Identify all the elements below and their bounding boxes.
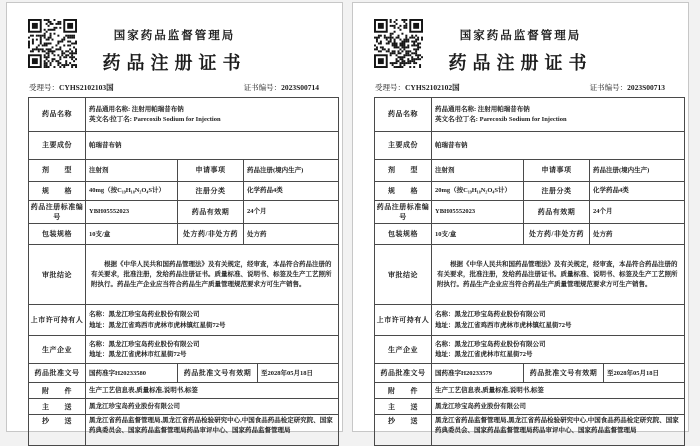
certificate-table xyxy=(28,97,339,446)
main-send-label: 主 送 xyxy=(29,399,86,415)
certificate-number xyxy=(590,82,665,93)
approval-no-value: 国药准字H20233579 xyxy=(432,364,524,383)
certificate-header xyxy=(353,3,688,73)
std-no-label: 药品注册标准编号 xyxy=(29,201,86,224)
certificate-table xyxy=(374,97,685,446)
acceptance-number xyxy=(375,82,460,93)
pack-label: 包装规格 xyxy=(29,224,86,245)
holder-label: 上市许可持有人 xyxy=(29,305,86,336)
drug-generic-name: 药品通用名称: 注射用帕瑞昔布钠 xyxy=(89,105,184,113)
main-send-label: 主 送 xyxy=(375,399,432,415)
attachment-value: 生产工艺信息表,质量标准,说明书,标签 xyxy=(86,383,339,399)
dosage-value: 注射剂 xyxy=(432,160,524,182)
approval-validity-value: 至2028年05月18日 xyxy=(258,364,339,383)
certificate-title: 药品注册证书 xyxy=(448,53,593,73)
regclass-label: 注册分类 xyxy=(178,182,244,201)
attachment-label: 附 件 xyxy=(375,383,432,399)
approval-no-label: 药品批准文号 xyxy=(29,364,86,383)
conclusion-label: 审批结论 xyxy=(29,245,86,305)
approval-no-label: 药品批准文号 xyxy=(375,364,432,383)
holder-address: 地址：黑龙江省鸡西市虎林市虎林镇红星街72号 xyxy=(435,321,572,329)
certno-label: 证书编号： xyxy=(589,83,628,92)
ingredient-value: 帕瑞昔布钠 xyxy=(432,132,685,160)
certno-label: 证书编号： xyxy=(243,83,282,92)
acceptance-value: CYHS2102103国 xyxy=(59,83,114,92)
holder-name: 名称：黑龙江珍宝岛药业股份有限公司 xyxy=(435,311,546,319)
pack-value: 10支/盒 xyxy=(432,224,524,245)
regclass-value: 化学药品4类 xyxy=(244,182,339,201)
dosage-label: 剂 型 xyxy=(29,160,86,182)
attachment-label: 附 件 xyxy=(29,383,86,399)
agency-title: 国家药品监督管理局 xyxy=(459,30,582,42)
acceptance-label: 受理号： xyxy=(29,83,59,92)
dosage-value: 注射剂 xyxy=(86,160,178,182)
ingredient-value: 帕瑞昔布钠 xyxy=(86,132,339,160)
acceptance-label: 受理号： xyxy=(375,83,405,92)
main-send-value: 黑龙江珍宝岛药业股份有限公司 xyxy=(432,399,685,415)
attachment-value: 生产工艺信息表,质量标准,说明书,标签 xyxy=(432,383,685,399)
certificate-header xyxy=(7,3,342,73)
cc-label: 抄 送 xyxy=(375,415,432,446)
pack-label: 包装规格 xyxy=(375,224,432,245)
ingredient-label: 主要成份 xyxy=(375,132,432,160)
rx-label: 处方药/非处方药 xyxy=(524,224,590,245)
validity-value: 24个月 xyxy=(590,201,685,224)
certno-value: 2023S00713 xyxy=(627,83,665,92)
acceptance-value: CYHS2102102国 xyxy=(405,83,460,92)
std-no-value: YBH05552023 xyxy=(432,201,524,224)
holder-name: 名称：黑龙江珍宝岛药业股份有限公司 xyxy=(89,311,200,319)
cc-label: 抄 送 xyxy=(29,415,86,446)
manufacturer-name: 名称：黑龙江珍宝岛药业股份有限公司 xyxy=(435,340,546,348)
spec-value: 20mg（按C₁₉H₁₈N₂O₄S计） xyxy=(432,182,524,201)
validity-value: 24个月 xyxy=(244,201,339,224)
validity-label: 药品有效期 xyxy=(524,201,590,224)
certno-value: 2023S00714 xyxy=(281,83,319,92)
certificate-page-left xyxy=(6,2,343,432)
application-value: 药品注册(境内生产) xyxy=(244,160,339,182)
approval-validity-value: 至2028年05月18日 xyxy=(604,364,685,383)
certificate-title: 药品注册证书 xyxy=(102,53,247,73)
holder-address: 地址：黑龙江省鸡西市虎林市虎林镇红星街72号 xyxy=(89,321,226,329)
certificate-page-right xyxy=(352,2,689,432)
ingredient-label: 主要成份 xyxy=(29,132,86,160)
conclusion-text: 根据《中华人民共和国药品管理法》及有关规定，经审查，本品符合药品注册的有关要求，批准注册，发给药品注册证书。质量标准、说明书、标签及生产工艺照所附执行。药品生产企业应当符合药品生产质量管理规范要求方可生产销售。 xyxy=(86,245,339,305)
rx-value: 处方药 xyxy=(590,224,685,245)
spec-label: 规 格 xyxy=(375,182,432,201)
regclass-value: 化学药品4类 xyxy=(590,182,685,201)
validity-label: 药品有效期 xyxy=(178,201,244,224)
pack-value: 10支/盒 xyxy=(86,224,178,245)
manufacturer-name: 名称：黑龙江珍宝岛药业股份有限公司 xyxy=(89,340,200,348)
rx-value: 处方药 xyxy=(244,224,339,245)
approval-validity-label: 药品批准文号有效期 xyxy=(524,364,604,383)
application-value: 药品注册(境内生产) xyxy=(590,160,685,182)
certificate-number xyxy=(244,82,319,93)
drug-name-label: 药品名称 xyxy=(29,98,86,132)
acceptance-number xyxy=(29,82,114,93)
manufacturer-address: 地址：黑龙江省虎林市红星街72号 xyxy=(435,351,533,359)
approval-no-value: 国药准字H20233580 xyxy=(86,364,178,383)
application-label: 申请事项 xyxy=(524,160,590,182)
cc-value: 黑龙江省药品监督管理局,黑龙江省药品检验研究中心,中国食品药品检定研究院、国家药典委员会、国家药品监督管理局药品审评中心、国家药品监督管理局 xyxy=(86,415,339,446)
drug-name-label: 药品名称 xyxy=(375,98,432,132)
rx-label: 处方药/非处方药 xyxy=(178,224,244,245)
std-no-value: YBH05552023 xyxy=(86,201,178,224)
drug-english-name: 英文名/拉丁名: Parecoxib Sodium for Injection xyxy=(435,116,567,123)
qr-code xyxy=(28,19,77,68)
holder-label: 上市许可持有人 xyxy=(375,305,432,336)
approval-validity-label: 药品批准文号有效期 xyxy=(178,364,258,383)
drug-generic-name: 药品通用名称: 注射用帕瑞昔布钠 xyxy=(435,105,530,113)
spec-value: 40mg（按C₁₉H₁₈N₂O₄S计） xyxy=(86,182,178,201)
application-label: 申请事项 xyxy=(178,160,244,182)
main-send-value: 黑龙江珍宝岛药业股份有限公司 xyxy=(86,399,339,415)
spec-label: 规 格 xyxy=(29,182,86,201)
manufacturer-label: 生产企业 xyxy=(29,336,86,364)
agency-title: 国家药品监督管理局 xyxy=(113,30,236,42)
cc-value: 黑龙江省药品监督管理局,黑龙江省药品检验研究中心,中国食品药品检定研究院、国家药典委员会、国家药品监督管理局药品审评中心、国家药品监督管理局 xyxy=(432,415,685,446)
conclusion-label: 审批结论 xyxy=(375,245,432,305)
drug-english-name: 英文名/拉丁名: Parecoxib Sodium for Injection xyxy=(89,116,221,123)
regclass-label: 注册分类 xyxy=(524,182,590,201)
qr-code xyxy=(374,19,423,68)
dosage-label: 剂 型 xyxy=(375,160,432,182)
std-no-label: 药品注册标准编号 xyxy=(375,201,432,224)
conclusion-text: 根据《中华人民共和国药品管理法》及有关规定，经审查，本品符合药品注册的有关要求，批准注册，发给药品注册证书。质量标准、说明书、标签及生产工艺照所附执行。药品生产企业应当符合药品生产质量管理规范要求方可生产销售。 xyxy=(432,245,685,305)
manufacturer-label: 生产企业 xyxy=(375,336,432,364)
manufacturer-address: 地址：黑龙江省虎林市红星街72号 xyxy=(89,351,187,359)
